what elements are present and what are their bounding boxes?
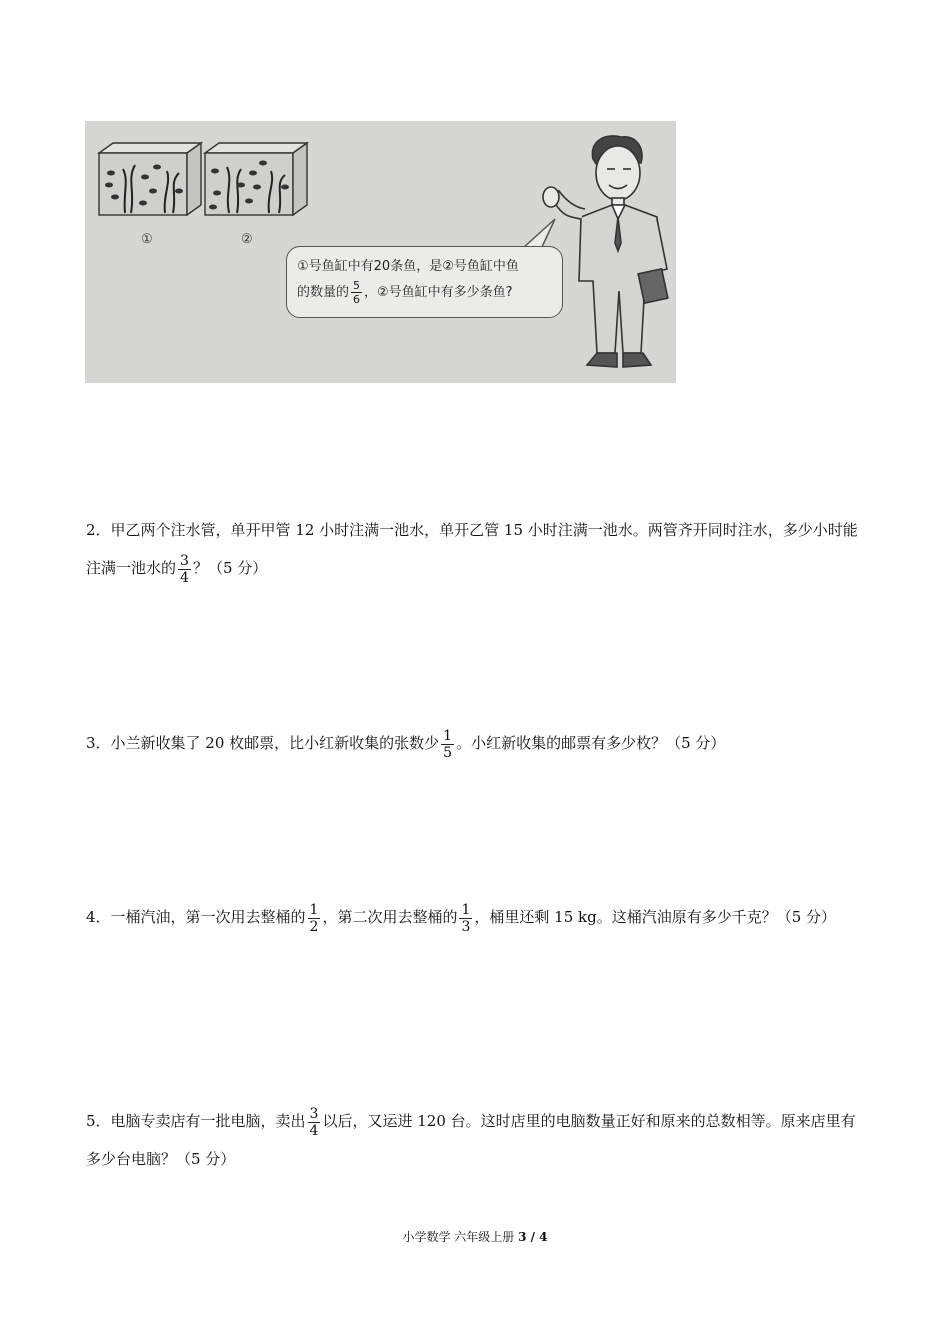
teacher-illustration-icon (543, 136, 668, 367)
fraction-denominator: 4 (180, 569, 189, 586)
bubble-line-1: ①号鱼缸中有20条鱼，是②号鱼缸中鱼 (297, 259, 519, 274)
word-problem-illustration (85, 121, 676, 383)
question-4-fraction-1 (308, 903, 321, 934)
fraction-numerator: 1 (443, 727, 453, 744)
page-footer (0, 1228, 950, 1245)
question-2 (86, 511, 866, 587)
question-3-text-end: 。小红新收集的邮票有多少枚？（5 分） (456, 734, 726, 752)
question-3-text: 3．小兰新收集了 20 枚邮票，比小红新收集的张数少 (86, 734, 440, 752)
question-2-fraction (178, 554, 191, 585)
bubble-line-2-text-end: ，②号鱼缸中有多少条鱼? (364, 285, 513, 300)
question-3 (86, 724, 866, 762)
fraction-numerator: 1 (461, 901, 471, 918)
fraction-numerator: 3 (180, 552, 189, 569)
fraction-numerator: 3 (309, 1105, 319, 1122)
question-2-text-end: ？（5 分） (192, 559, 268, 577)
fish-tank-icon (205, 143, 307, 215)
page-number: 3 / 4 (518, 1230, 548, 1244)
footer-text: 小学数学 六年级上册 (402, 1230, 519, 1244)
bubble-fraction (351, 280, 362, 305)
tank-2-label: ② (241, 232, 253, 247)
question-5-text-end: 以后，又运进 120 台。这时店里的电脑数量正好和原来的总数相等。原来店里有多少台电脑？（5 分） (86, 1112, 856, 1168)
question-4-text: 4．一桶汽油，第一次用去整桶的 (86, 908, 306, 926)
fraction-denominator: 5 (443, 744, 453, 761)
question-4-text-end: ，桶里还剩 15 kg。这桶汽油原有多少千克？（5 分） (474, 908, 837, 926)
bubble-line-2-text: 的数量的 (297, 285, 350, 300)
question-4-text-mid: ，第二次用去整桶的 (322, 908, 458, 926)
question-4-fraction-2 (459, 903, 472, 934)
bubble-line-2 (297, 280, 552, 306)
fraction-numerator: 1 (309, 901, 319, 918)
fraction-denominator: 6 (353, 293, 361, 306)
fraction-denominator: 2 (309, 918, 319, 935)
question-2-text: 2．甲乙两个注水管，单开甲管 12 小时注满一池水，单开乙管 15 小时注满一池水。两管齐开同时注水，多少小时能注满一池水的 (86, 521, 858, 577)
fraction-numerator: 5 (353, 279, 361, 292)
fish-tank-icon (99, 143, 201, 215)
tank-1-label: ① (141, 232, 153, 247)
fraction-denominator: 3 (461, 918, 471, 935)
question-5-text: 5．电脑专卖店有一批电脑，卖出 (86, 1112, 306, 1130)
question-4 (86, 898, 866, 936)
question-5-fraction (308, 1107, 321, 1138)
fraction-denominator: 4 (309, 1122, 319, 1139)
question-5 (86, 1102, 866, 1178)
speech-bubble (286, 246, 563, 318)
question-3-fraction (441, 729, 454, 760)
